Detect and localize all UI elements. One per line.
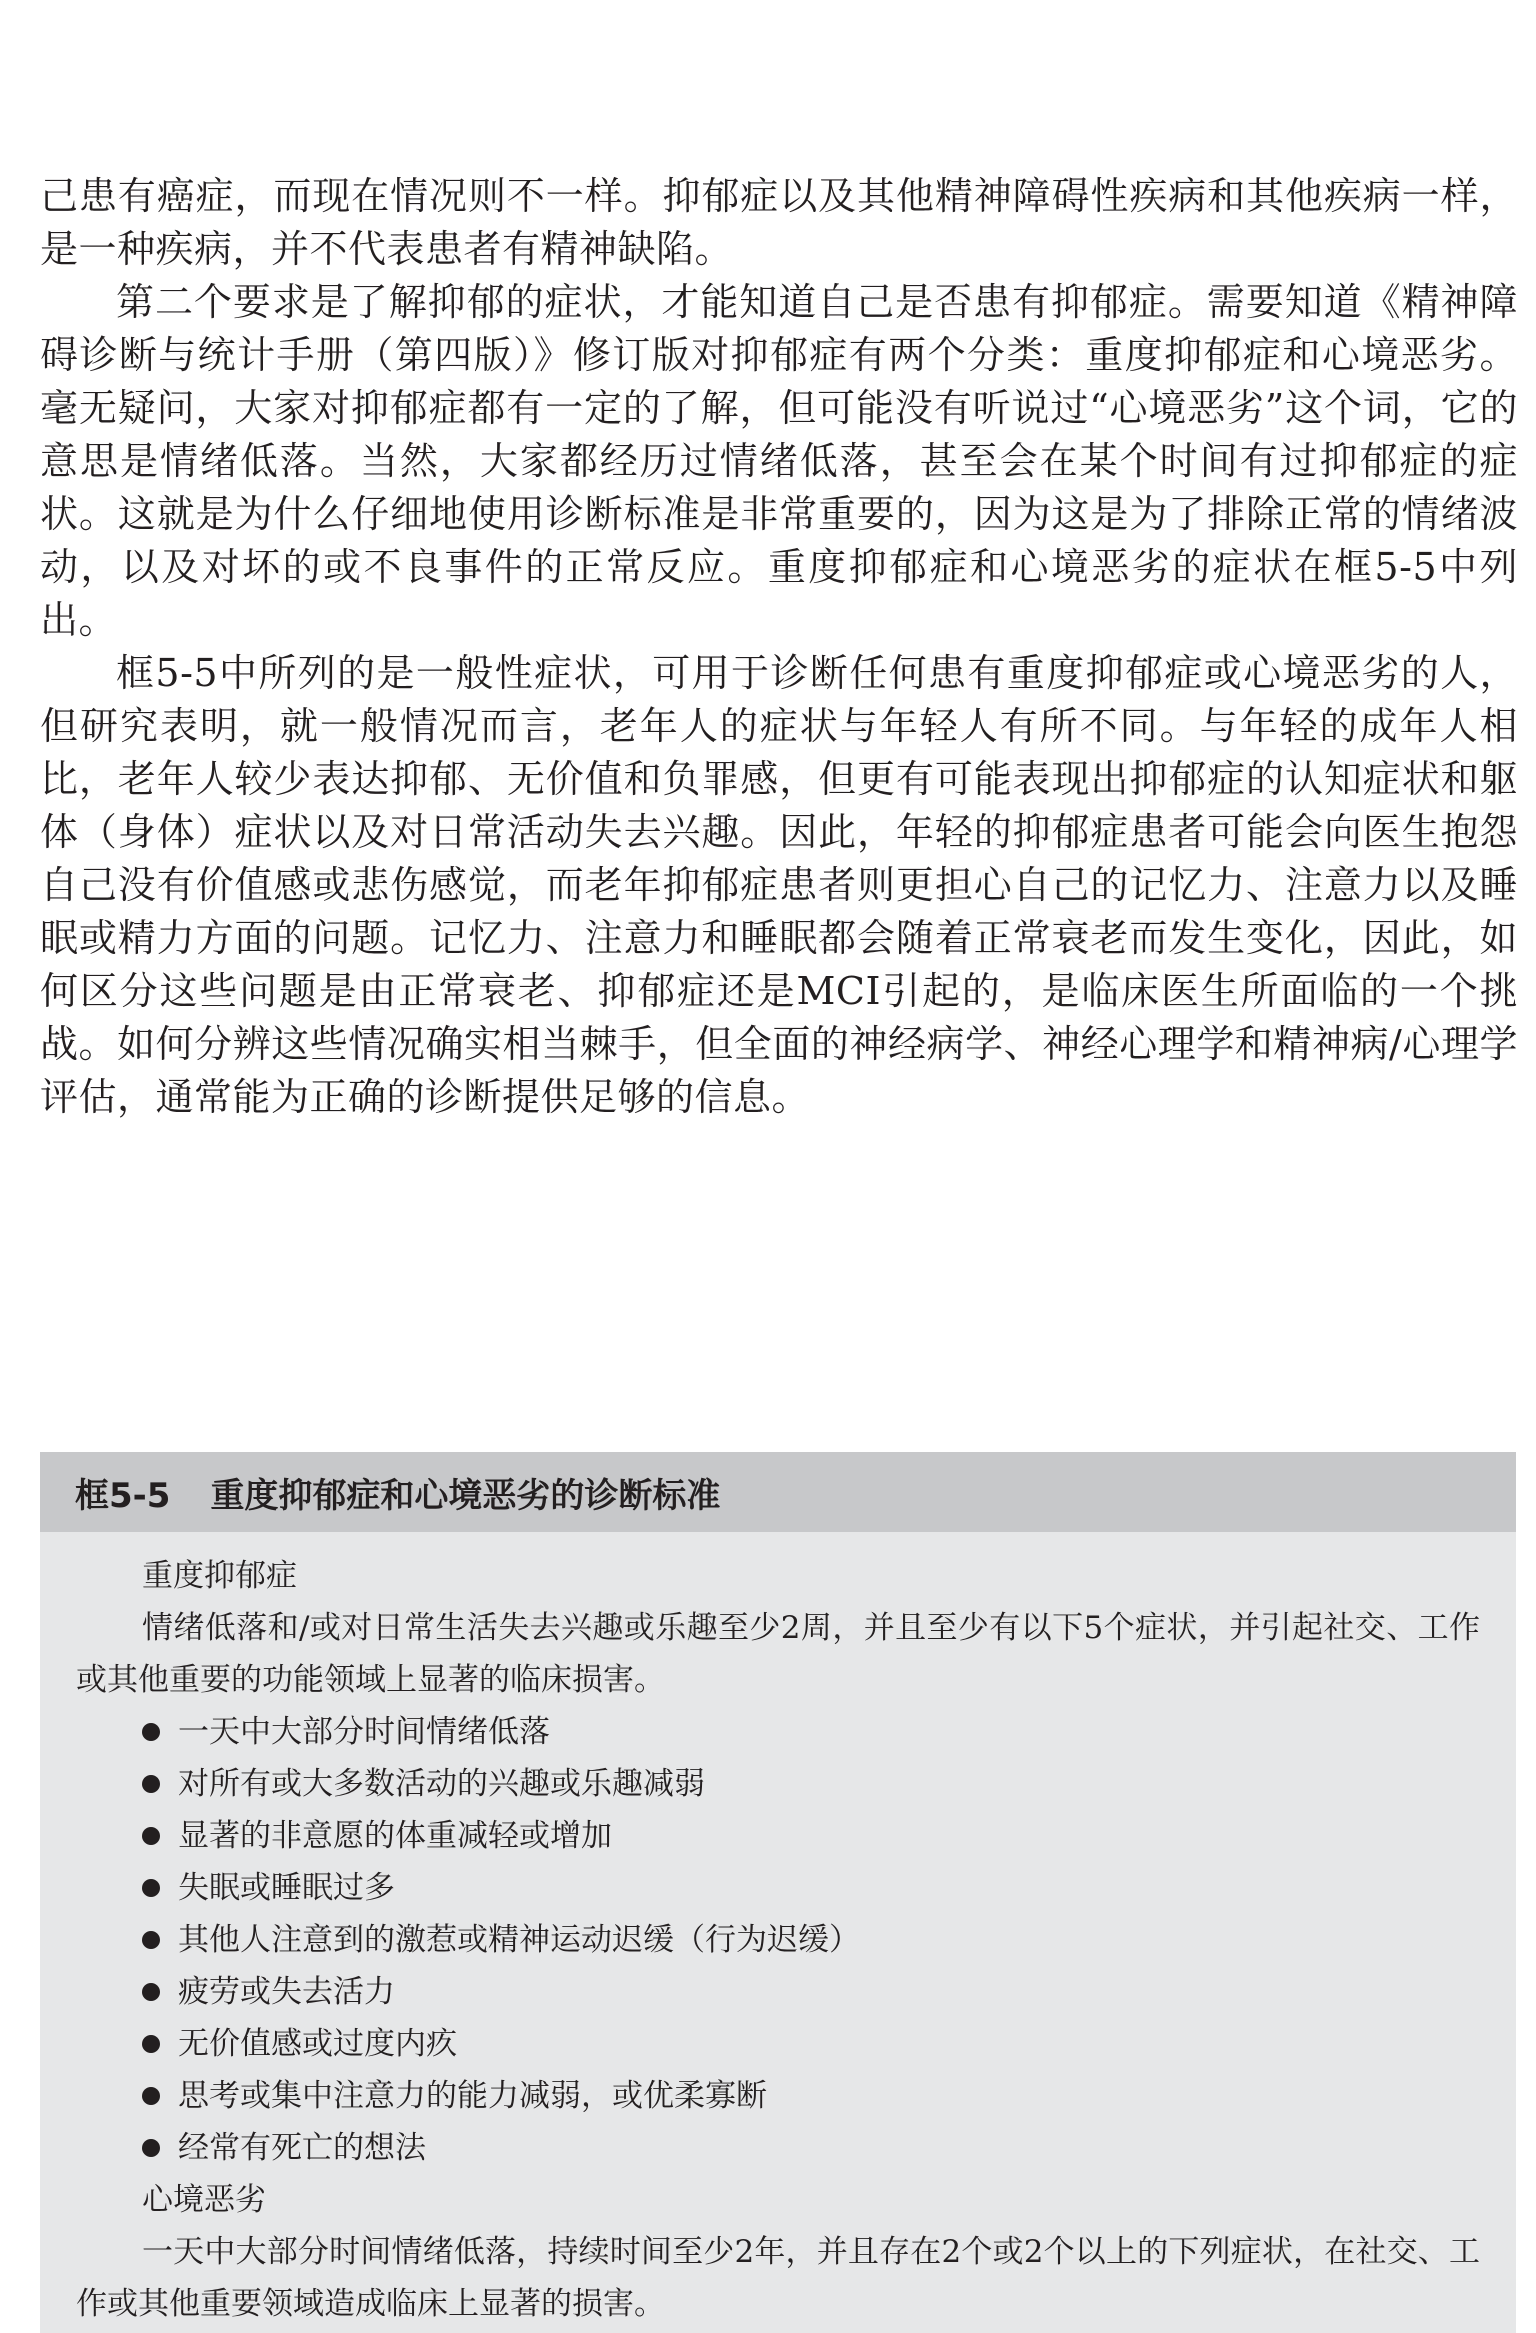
symptom-text: 思考或集中注意力的能力减弱，或优柔寡断: [178, 2078, 767, 2114]
list-item: [142, 2122, 1480, 2174]
paragraph-2: 第二个要求是了解抑郁的症状，才能知道自己是否患有抑郁症。需要知道《精神障碍诊断与统计手册（第四版）》修订版对抑郁症有两个分类：重度抑郁症和心境恶劣。毫无疑问，大家对抑郁症都有一定的了解，但可能没有听说过“心境恶劣”这个词，它的意思是情绪低落。当然，大家都经历过情绪低落，甚至会在某个时间有过抑郁症的症状。这就是为什么仔细地使用诊断标准是非常重要的，因为这是为了排除正常的情绪波动，以及对坏的或不良事件的正常反应。重度抑郁症和心境恶劣的症状在框5-5中列出。: [40, 280, 1518, 642]
paragraph-1: 己患有癌症，而现在情况则不一样。抑郁症以及其他精神障碍性疾病和其他疾病一样，是一种疾病，并不代表患者有精神缺陷。: [40, 174, 1518, 271]
symptom-text: 经常有死亡的想法: [178, 2130, 426, 2166]
box-header: [40, 1452, 1516, 1532]
box-body: [40, 1532, 1516, 2330]
bullet-icon: [142, 1723, 160, 1741]
major-depression-description: 情绪低落和/或对日常生活失去兴趣或乐趣至少2周，并且至少有以下5个症状，并引起社交、工作或其他重要的功能领域上显著的临床损害。: [76, 1610, 1480, 1698]
dysthymia-heading: 心境恶劣: [142, 2182, 266, 2218]
symptom-text: 失眠或睡眠过多: [178, 1870, 395, 1906]
symptom-text: 疲劳或失去活力: [178, 1974, 395, 2010]
major-depression-heading: 重度抑郁症: [142, 1558, 297, 1594]
bullet-icon: [142, 1879, 160, 1897]
list-item: [142, 1758, 1480, 1810]
symptom-text: 其他人注意到的激惹或精神运动迟缓（行为迟缓）: [178, 1922, 860, 1958]
list-item: [142, 1706, 1480, 1758]
symptom-text: 一天中大部分时间情绪低落: [178, 1714, 550, 1750]
list-item: [142, 1862, 1480, 1914]
bullet-icon: [142, 1983, 160, 2001]
bullet-icon: [142, 2139, 160, 2157]
list-item: [142, 1810, 1480, 1862]
list-item: [142, 1914, 1480, 1966]
bullet-icon: [142, 1931, 160, 1949]
symptom-text: 对所有或大多数活动的兴趣或乐趣减弱: [178, 1766, 705, 1802]
dysthymia-description: 一天中大部分时间情绪低落，持续时间至少2年，并且存在2个或2个以上的下列症状，在社交、工作或其他重要领域造成临床上显著的损害。: [76, 2234, 1480, 2322]
symptom-list: [76, 1706, 1480, 2174]
symptom-text: 无价值感或过度内疚: [178, 2026, 457, 2062]
box-title: 重度抑郁症和心境恶劣的诊断标准: [210, 1475, 721, 1516]
diagnostic-criteria-box: [40, 1452, 1516, 2333]
symptom-text: 显著的非意愿的体重减轻或增加: [178, 1818, 612, 1854]
bullet-icon: [142, 2087, 160, 2105]
box-number: 框5-5: [75, 1475, 171, 1516]
bullet-icon: [142, 1775, 160, 1793]
body-text: [40, 170, 1518, 1124]
paragraph-3: 框5-5中所列的是一般性症状，可用于诊断任何患有重度抑郁症或心境恶劣的人，但研究表明，就一般情况而言，老年人的症状与年轻人有所不同。与年轻的成年人相比，老年人较少表达抑郁、无价值和负罪感，但更有可能表现出抑郁症的认知症状和躯体（身体）症状以及对日常活动失去兴趣。因此，年轻的抑郁症患者可能会向医生抱怨自己没有价值感或悲伤感觉，而老年抑郁症患者则更担心自己的记忆力、注意力以及睡眠或精力方面的问题。记忆力、注意力和睡眠都会随着正常衰老而发生变化，因此，如何区分这些问题是由正常衰老、抑郁症还是MCI引起的，是临床医生所面临的一个挑战。如何分辨这些情况确实相当棘手，但全面的神经病学、神经心理学和精神病/心理学评估，通常能为正确的诊断提供足够的信息。: [40, 651, 1518, 1119]
list-item: [142, 2018, 1480, 2070]
bullet-icon: [142, 2035, 160, 2053]
list-item: [142, 2070, 1480, 2122]
list-item: [142, 1966, 1480, 2018]
bullet-icon: [142, 1827, 160, 1845]
